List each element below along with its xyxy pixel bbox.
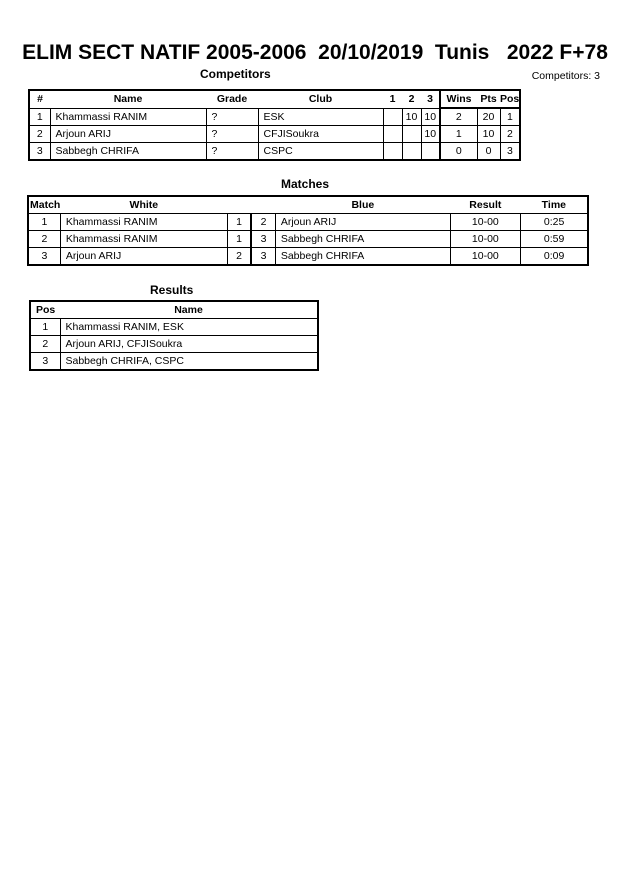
result-name: Arjoun ARIJ, CFJISoukra: [60, 336, 318, 353]
match-row: [28, 214, 588, 231]
match-number: 3: [28, 248, 60, 266]
header-blue: Blue: [275, 196, 450, 214]
competitor-pts: 0: [477, 143, 500, 161]
blue-player-number: 2: [251, 214, 275, 231]
header-name: Name: [60, 301, 318, 319]
white-player-number: 2: [227, 248, 251, 266]
round-2-score: [402, 126, 421, 143]
header-grade: Grade: [206, 90, 258, 108]
competitor-name: Arjoun ARIJ: [50, 126, 206, 143]
white-player-name: Khammassi RANIM: [60, 231, 227, 248]
header-round-3: 3: [421, 90, 440, 108]
header-result: Result: [450, 196, 520, 214]
competitor-grade: ?: [206, 126, 258, 143]
header-round-1: 1: [383, 90, 402, 108]
header-match: Match: [28, 196, 60, 214]
competitor-wins: 2: [440, 108, 477, 126]
blue-player-number: 3: [251, 231, 275, 248]
competitor-wins: 1: [440, 126, 477, 143]
results-table: [29, 300, 319, 371]
competitor-club: CSPC: [258, 143, 383, 161]
result-name: Sabbegh CHRIFA, CSPC: [60, 353, 318, 371]
result-row: [30, 336, 318, 353]
result-name: Khammassi RANIM, ESK: [60, 319, 318, 336]
header-pos: Pos: [500, 90, 520, 108]
competitor-pts: 10: [477, 126, 500, 143]
match-result: 10-00: [450, 214, 520, 231]
results-section-title: Results: [150, 283, 194, 297]
header-num: #: [29, 90, 50, 108]
competitor-row: [29, 126, 520, 143]
competitor-pts: 20: [477, 108, 500, 126]
competitor-number: 2: [29, 126, 50, 143]
round-3-score: [421, 143, 440, 161]
match-row: [28, 231, 588, 248]
competitor-grade: ?: [206, 108, 258, 126]
result-position: 1: [30, 319, 60, 336]
competitor-number: 3: [29, 143, 50, 161]
competitor-row: [29, 108, 520, 126]
header-blue-num: [251, 196, 275, 214]
competitor-name: Khammassi RANIM: [50, 108, 206, 126]
header-white: White: [60, 196, 227, 214]
competitors-section-title: Competitors: [200, 67, 271, 81]
match-result: 10-00: [450, 231, 520, 248]
round-1-score: [383, 108, 402, 126]
round-3-score: 10: [421, 108, 440, 126]
result-row: [30, 353, 318, 371]
header-club: Club: [258, 90, 383, 108]
matches-header-row: [28, 196, 588, 214]
blue-player-name: Sabbegh CHRIFA: [275, 231, 450, 248]
competitor-pos: 3: [500, 143, 520, 161]
round-2-score: 10: [402, 108, 421, 126]
round-1-score: [383, 126, 402, 143]
competitor-wins: 0: [440, 143, 477, 161]
white-player-number: 1: [227, 231, 251, 248]
result-position: 2: [30, 336, 60, 353]
header-name: Name: [50, 90, 206, 108]
result-row: [30, 319, 318, 336]
competitor-pos: 2: [500, 126, 520, 143]
header-wins: Wins: [440, 90, 477, 108]
competitor-club: ESK: [258, 108, 383, 126]
match-row: [28, 248, 588, 266]
competitor-row: [29, 143, 520, 161]
match-number: 2: [28, 231, 60, 248]
round-3-score: 10: [421, 126, 440, 143]
competitor-grade: ?: [206, 143, 258, 161]
white-player-name: Arjoun ARIJ: [60, 248, 227, 266]
blue-player-name: Sabbegh CHRIFA: [275, 248, 450, 266]
competitors-count: Competitors: 3: [531, 70, 600, 82]
white-player-name: Khammassi RANIM: [60, 214, 227, 231]
match-time: 0:25: [520, 214, 588, 231]
match-time: 0:09: [520, 248, 588, 266]
results-header-row: [30, 301, 318, 319]
matches-section-title: Matches: [281, 177, 330, 191]
match-result: 10-00: [450, 248, 520, 266]
competitors-header-row: [29, 90, 520, 108]
blue-player-name: Arjoun ARIJ: [275, 214, 450, 231]
result-position: 3: [30, 353, 60, 371]
round-1-score: [383, 143, 402, 161]
header-time: Time: [520, 196, 588, 214]
competitor-number: 1: [29, 108, 50, 126]
matches-table: [27, 195, 589, 266]
competitor-name: Sabbegh CHRIFA: [50, 143, 206, 161]
competitors-table: [28, 89, 521, 161]
header-round-2: 2: [402, 90, 421, 108]
match-number: 1: [28, 214, 60, 231]
competitor-pos: 1: [500, 108, 520, 126]
match-time: 0:59: [520, 231, 588, 248]
white-player-number: 1: [227, 214, 251, 231]
page-title: ELIM SECT NATIF 2005-2006 20/10/2019 Tunis 2022 F+78: [22, 41, 608, 64]
competitor-club: CFJISoukra: [258, 126, 383, 143]
blue-player-number: 3: [251, 248, 275, 266]
round-2-score: [402, 143, 421, 161]
header-pts: Pts: [477, 90, 500, 108]
header-white-num: [227, 196, 251, 214]
header-pos: Pos: [30, 301, 60, 319]
